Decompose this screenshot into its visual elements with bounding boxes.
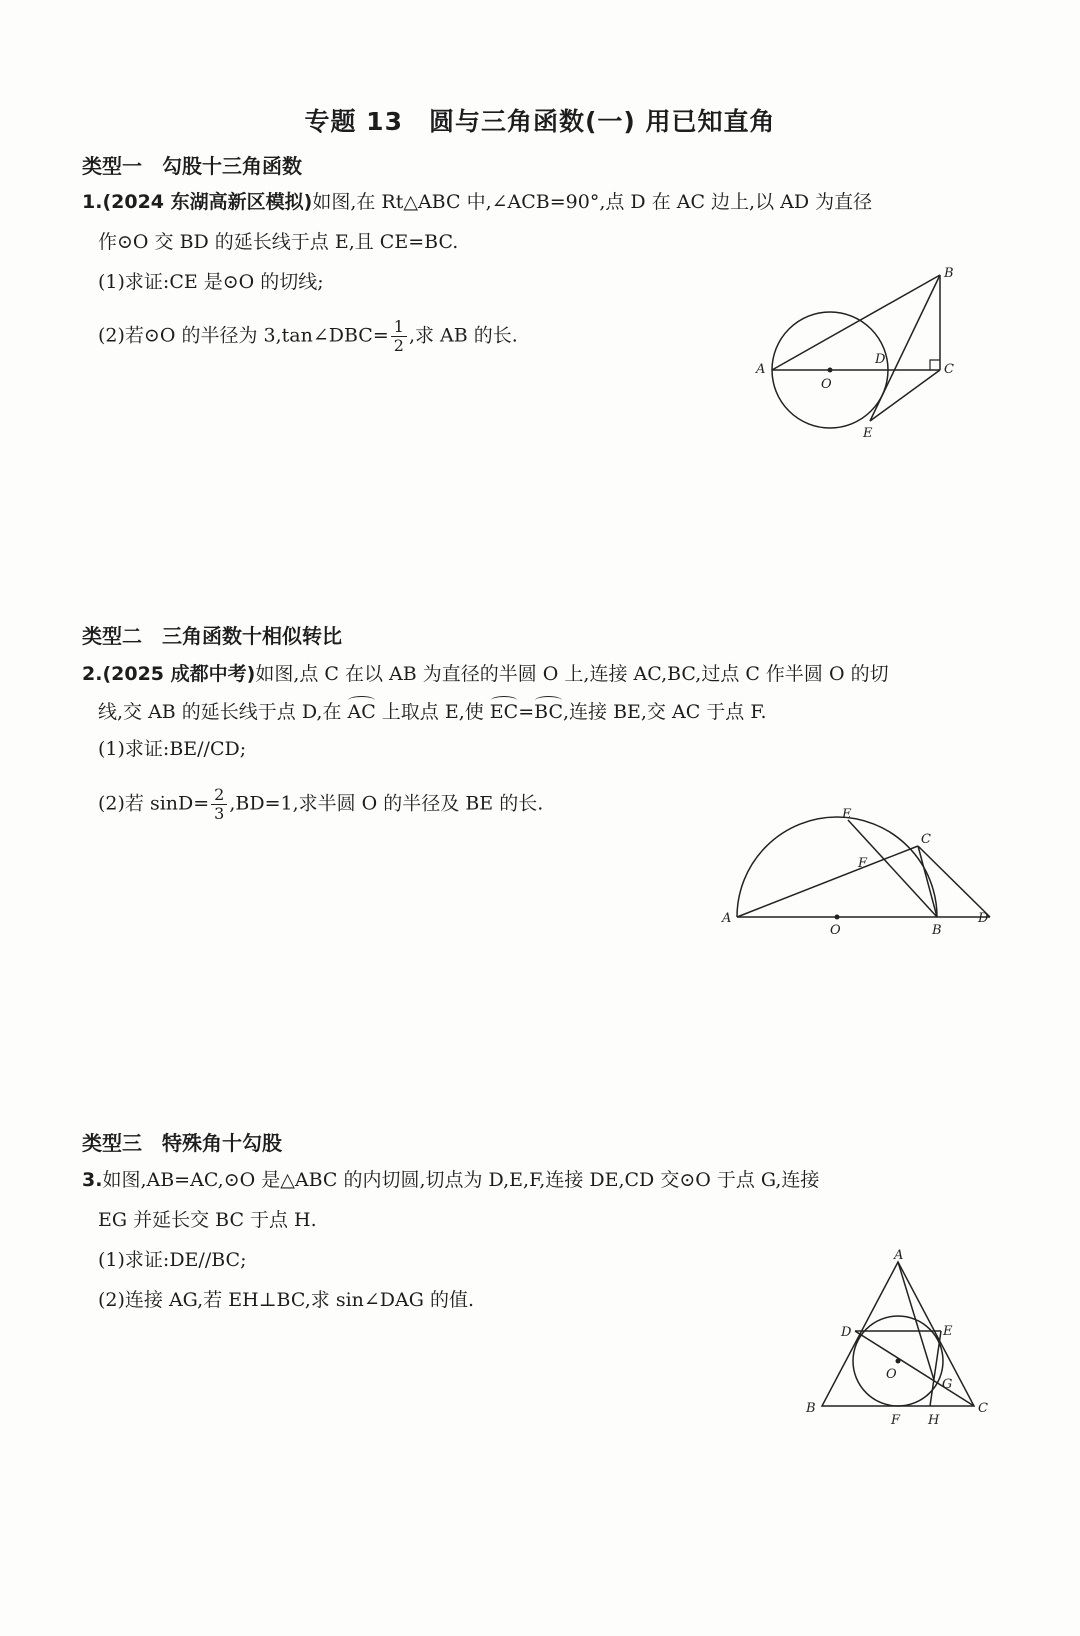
p1-label-c: C	[944, 362, 954, 377]
problem-1-source: (2024 东湖高新区模拟)	[102, 191, 313, 213]
problem-1-fraction-den: 2	[393, 336, 404, 355]
p1-line-ce	[870, 370, 940, 421]
problem-2-figure	[720, 770, 989, 940]
p2-line-cd	[918, 846, 990, 917]
problem-2-text-2d: ,连接 BE,交 AC 于点 F.	[562, 701, 767, 723]
problem-1-part2-pre: (2)若⊙O 的半径为 3,tan∠DBC=	[98, 324, 389, 347]
problem-1-stem-line2: 作⊙O 交 BD 的延长线于点 E,且 CE=BC.	[98, 231, 459, 253]
problem-2-text-2b: 上取点 E,使	[375, 701, 490, 723]
section-heading-3: 类型三 特殊角十勾股	[82, 1131, 282, 1155]
p3-line-dc	[855, 1331, 974, 1406]
problem-2-source: (2025 成都中考)	[102, 663, 256, 685]
p1-label-o: O	[821, 377, 832, 392]
problem-2-part2	[98, 786, 543, 823]
p2-semicircle	[737, 817, 937, 917]
p2-line-ac	[737, 846, 918, 917]
p2-label-e: E	[842, 807, 852, 822]
problem-1-stem-line1	[82, 188, 872, 216]
p3-center-dot	[896, 1359, 901, 1364]
problem-2-part2-pre: (2)若 sinD=	[98, 792, 210, 815]
problem-1-fraction-num: 1	[391, 318, 407, 337]
problem-2-part1: (1)求证:BE//CD;	[98, 738, 247, 760]
p2-label-f: F	[858, 856, 868, 871]
problem-2-stem-line1	[82, 660, 889, 688]
problem-2-fraction	[211, 786, 227, 823]
problem-2-arc-ac: AC	[347, 698, 375, 726]
p3-label-e: E	[943, 1324, 953, 1339]
p3-label-c: C	[978, 1401, 988, 1416]
problem-2-text-1: 如图,点 C 在以 AB 为直径的半圆 O 上,连接 AC,BC,过点 C 作半圆 O 的切	[255, 663, 889, 685]
section-heading-1: 类型一 勾股十三角函数	[82, 154, 302, 178]
problem-2-text-2c: =	[518, 701, 535, 723]
p3-label-f: F	[891, 1413, 901, 1428]
problem-2-fraction-num: 2	[211, 786, 227, 805]
problem-3-stem-line1	[82, 1166, 819, 1194]
p2-center-dot	[835, 915, 840, 920]
problem-1-text-1: 如图,在 Rt△ABC 中,∠ACB=90°,点 D 在 AC 边上,以 AD 为直径	[312, 191, 873, 213]
p3-label-h: H	[928, 1413, 940, 1428]
p1-label-a: A	[756, 362, 766, 377]
p2-label-a: A	[722, 911, 732, 926]
problem-1-number: 1.	[82, 191, 103, 213]
problem-2-number: 2.	[82, 663, 103, 685]
problem-1-fraction	[391, 318, 407, 355]
problem-1-part2-post: ,求 AB 的长.	[408, 324, 518, 347]
p2-label-b: B	[932, 923, 942, 938]
problem-1-figure	[750, 262, 970, 452]
problem-3-part2: (2)连接 AG,若 EH⊥BC,求 sin∠DAG 的值.	[98, 1289, 475, 1311]
problem-1-part2	[98, 318, 518, 355]
p3-label-a: A	[894, 1248, 904, 1263]
p1-label-d: D	[875, 352, 886, 367]
p1-label-b: B	[944, 266, 954, 281]
p3-label-b: B	[806, 1401, 816, 1416]
problem-2-part2-post: ,BD=1,求半圆 O 的半径及 BE 的长.	[229, 792, 544, 815]
problem-2-arc-bc: BC	[534, 698, 563, 726]
p3-line-eh	[930, 1331, 941, 1406]
page-title: 专题 13 圆与三角函数(一) 用已知直角	[304, 107, 776, 136]
problem-3-figure	[795, 1250, 995, 1430]
p2-label-c: C	[921, 832, 931, 847]
problem-2-stem-line2	[98, 698, 767, 726]
p1-right-angle-mark	[930, 360, 940, 370]
problem-2-arc-ec: EC	[490, 698, 518, 726]
p1-label-e: E	[863, 426, 873, 441]
p3-label-g: G	[942, 1377, 953, 1392]
problem-3-text-1: 如图,AB=AC,⊙O 是△ABC 的内切圆,切点为 D,E,F,连接 DE,CD 交⊙O 于点 G,连接	[102, 1169, 820, 1191]
p3-label-o: O	[886, 1367, 897, 1382]
p3-label-d: D	[841, 1325, 852, 1340]
problem-3-part1: (1)求证:DE//BC;	[98, 1249, 247, 1271]
p2-label-o: O	[830, 923, 841, 938]
p1-line-be	[870, 275, 940, 421]
problem-2-text-2a: 线,交 AB 的延长线于点 D,在	[98, 701, 348, 723]
problem-2-fraction-den: 3	[214, 804, 225, 823]
problem-3-number: 3.	[82, 1169, 103, 1191]
p1-center-dot	[828, 368, 833, 373]
problem-3-stem-line2: EG 并延长交 BC 于点 H.	[98, 1209, 317, 1231]
p2-label-d: D	[978, 911, 989, 926]
problem-1-part1: (1)求证:CE 是⊙O 的切线;	[98, 271, 324, 293]
section-heading-2: 类型二 三角函数十相似转比	[82, 624, 342, 648]
